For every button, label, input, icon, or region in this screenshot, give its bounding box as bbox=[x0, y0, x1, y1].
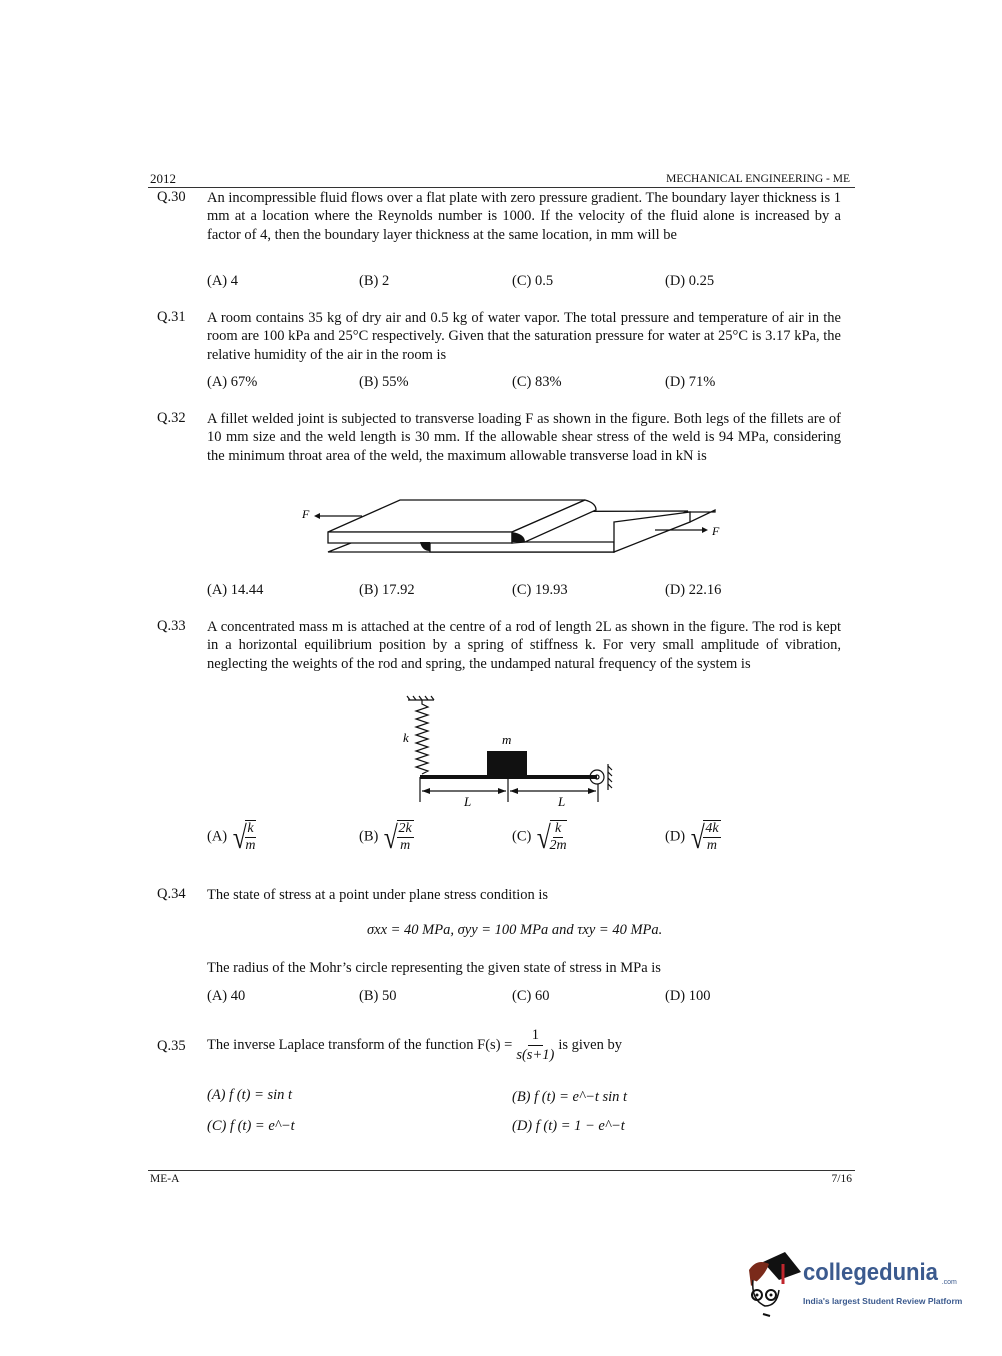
mass-block bbox=[487, 751, 527, 776]
q30-option-a: (A) 4 bbox=[207, 273, 239, 289]
q34-option-d: (D) 100 bbox=[665, 988, 711, 1004]
q32-option-c: (C) 19.93 bbox=[512, 582, 568, 598]
logo-wordmark bbox=[803, 1258, 957, 1288]
q33-option-b: (B) √ $\frac{2k}{m}$ bbox=[359, 819, 412, 855]
q35-text-after: is given by bbox=[558, 1037, 622, 1053]
logo-text-block bbox=[803, 1258, 962, 1306]
mass-label: m bbox=[502, 732, 512, 747]
length-label-1: L bbox=[464, 794, 472, 809]
q32-text: A fillet welded joint is subjected to transverse loading F as shown in the figure. Both legs of the fillets are of 10 mm size and the weld length is 30 mm. If the allowable shear stress of the weld is 94 MPa, considering the minimum throat area of the weld, the maximum allowable transverse load in kN is bbox=[207, 411, 841, 464]
q32-option-d: (D) 22.16 bbox=[665, 582, 722, 598]
q32-number: Q.32 bbox=[157, 410, 186, 426]
q34-option-c: (C) 60 bbox=[512, 988, 550, 1004]
q33-option-a: (A) √ $\frac{k}{m}$ bbox=[207, 819, 256, 855]
q31-option-a: (A) 67% bbox=[207, 374, 258, 390]
q34-option-a: (A) 40 bbox=[207, 988, 246, 1004]
q34-number: Q.34 bbox=[157, 886, 186, 902]
q34-equation: σxx = 40 MPa, σyy = 100 MPa and τxy = 40 MPa. bbox=[367, 922, 663, 938]
q30-number: Q.30 bbox=[157, 189, 186, 205]
logo-tagline: India's largest Student Review Platform bbox=[803, 1296, 963, 1306]
length-label-2: L bbox=[558, 794, 566, 809]
footer-page: 7/16 bbox=[831, 1173, 852, 1185]
force-label-left: F bbox=[302, 507, 310, 521]
mascot-icon bbox=[743, 1250, 803, 1320]
q30-option-d: (D) 0.25 bbox=[665, 273, 715, 289]
q31-option-d: (D) 71% bbox=[665, 374, 716, 390]
q34-text: The state of stress at a point under plane stress condition is bbox=[207, 887, 549, 903]
q31-option-c: (C) 83% bbox=[512, 374, 562, 390]
q32-option-b: (B) 17.92 bbox=[359, 582, 415, 598]
q33-text: A concentrated mass m is attached at the centre of a rod of length 2L as shown in the figure. The rod is kept in a horizontal equilibrium position by a spring of stiffness k. For very small amplitude of vibration, neglecting the weights of the rod and spring, the undamped natural frequency of the system is bbox=[207, 619, 841, 672]
q35-option-c: (C) f (t) = e^−t bbox=[207, 1118, 295, 1134]
spring-mass-rod-figure bbox=[390, 692, 620, 812]
q30-text: An incompressible fluid flows over a flat plate with zero pressure gradient. The boundary layer thickness is 1 mm at a location where the Reynolds number is 1000. If the velocity of the fluid alone is increased by a factor of 4, then the boundary layer thickness at the same location, in mm will be bbox=[207, 190, 841, 243]
q35-text-before: The inverse Laplace transform of the function F(s) = bbox=[207, 1037, 513, 1053]
q31-option-b: (B) 55% bbox=[359, 374, 409, 390]
q33-number: Q.33 bbox=[157, 618, 186, 634]
q35-option-a: (A) f (t) = sin t bbox=[207, 1087, 293, 1103]
q34-text2: The radius of the Mohr’s circle representing the given state of stress in MPa is bbox=[207, 960, 661, 976]
q35-fraction: $\frac{1}{s(s+1)}$ bbox=[516, 1027, 555, 1063]
header-subject: MECHANICAL ENGINEERING - ME bbox=[666, 173, 850, 185]
q35-question-line bbox=[207, 1026, 622, 1065]
q35-option-b: (B) f (t) = e^−t sin t bbox=[512, 1089, 628, 1105]
force-label-right: F bbox=[712, 524, 720, 538]
q35-option-d: (D) f (t) = 1 − e^−t bbox=[512, 1118, 625, 1134]
header-year: 2012 bbox=[150, 171, 176, 186]
q33-option-d: (D) √ $\frac{4k}{m}$ bbox=[665, 819, 719, 855]
q30-option-c: (C) 0.5 bbox=[512, 273, 554, 289]
q33-option-c: (C) √ $\frac{k}{2m}$ bbox=[512, 819, 567, 855]
footer-code: ME-A bbox=[150, 1173, 180, 1185]
q31-text: A room contains 35 kg of dry air and 0.5 kg of water vapor. The total pressure and temperature of air in the room are 100 kPa and 25°C respectively. Given that the saturation pressure for water at 25°C is 3.17 kPa, the relative humidity of the air in the room is bbox=[207, 310, 841, 363]
q32-option-a: (A) 14.44 bbox=[207, 582, 264, 598]
q30-option-b: (B) 2 bbox=[359, 273, 390, 289]
footer-rule bbox=[148, 1170, 855, 1171]
spring-label: k bbox=[403, 730, 409, 745]
q35-number: Q.35 bbox=[157, 1038, 186, 1054]
logo-tld: .com bbox=[941, 1279, 957, 1286]
logo-name: collegedunia bbox=[803, 1259, 938, 1286]
collegedunia-logo bbox=[743, 1250, 993, 1320]
q31-number: Q.31 bbox=[157, 309, 186, 325]
q34-option-b: (B) 50 bbox=[359, 988, 397, 1004]
header-rule bbox=[148, 187, 855, 188]
fillet-weld-figure bbox=[300, 490, 730, 560]
